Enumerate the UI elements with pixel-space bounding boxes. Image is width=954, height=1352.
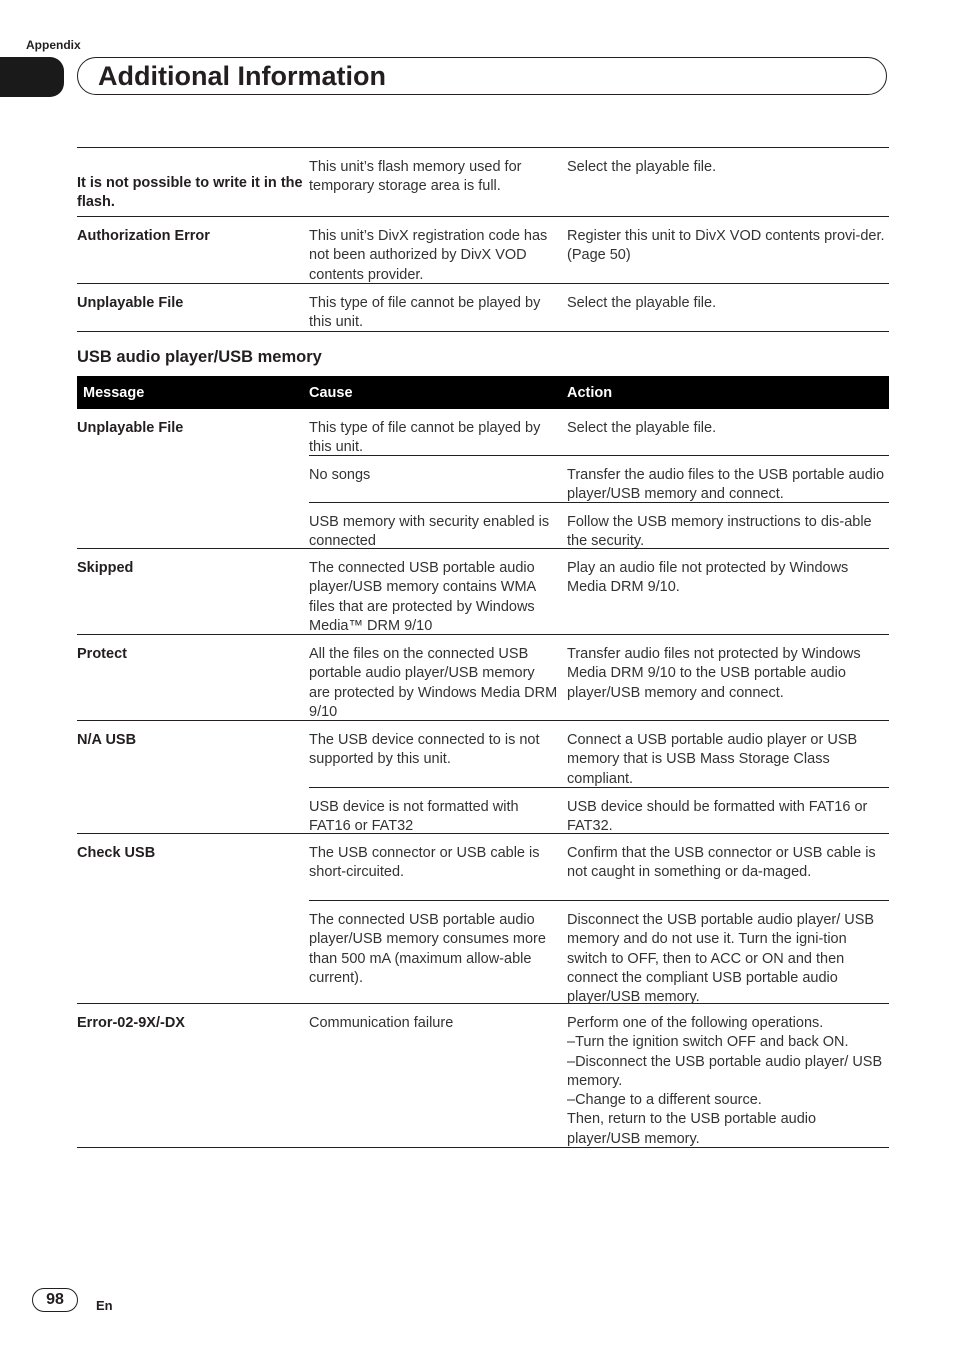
action-cell: Register this unit to DivX VOD contents provi-der. (Page 50) — [567, 228, 885, 264]
cause-cell: USB memory with security enabled is connected — [309, 514, 550, 550]
cause-cell: This unit’s DivX registration code has not been authorized by DivX VOD contents provider. — [309, 228, 548, 283]
language-label: En — [96, 1298, 113, 1313]
table-row — [77, 148, 889, 217]
page-title: Additional Information — [98, 61, 386, 91]
message-cell: Unplayable File — [77, 420, 184, 436]
message-cell: Authorization Error — [77, 228, 210, 244]
cause-cell: This type of file cannot be played by this unit. — [309, 420, 541, 456]
cause-cell: This unit’s flash memory used for temporary storage area is full. — [309, 159, 522, 195]
section-label: Appendix — [26, 38, 81, 52]
column-header-cause: Cause — [309, 384, 353, 401]
table-row — [77, 721, 889, 834]
message-cell: N/A USB — [77, 732, 137, 748]
cause-cell: The connected USB portable audio player/USB memory consumes more than 500 mA (maximum allow-able current). — [309, 912, 546, 986]
action-cell: Transfer the audio files to the USB portable audio player/USB memory and connect. — [567, 467, 885, 503]
cause-cell: USB device is not formatted with FAT16 or FAT32 — [309, 799, 519, 835]
message-cell: Skipped — [77, 560, 134, 576]
action-cell: Select the playable file. — [567, 159, 717, 175]
table-row — [77, 1004, 889, 1148]
cause-cell: The USB connector or USB cable is short-circuited. — [309, 845, 540, 881]
table-row — [77, 217, 889, 284]
section-heading: USB audio player/USB memory — [77, 348, 322, 366]
table-row — [77, 284, 889, 332]
cause-cell: No songs — [309, 467, 371, 483]
cause-cell: The connected USB portable audio player/USB memory contains WMA files that are protected by Windows Media™ DRM 9/10 — [309, 560, 536, 634]
cause-cell: Communication failure — [309, 1015, 454, 1031]
action-cell: Confirm that the USB connector or USB cable is not caught in something or da-maged. — [567, 845, 876, 881]
action-cell: USB device should be formatted with FAT16 or FAT32. — [567, 799, 868, 835]
table-header — [77, 376, 889, 409]
action-cell: Follow the USB memory instructions to dis-able the security. — [567, 514, 872, 550]
cause-cell: The USB device connected to is not supported by this unit. — [309, 732, 540, 768]
action-cell: Disconnect the USB portable audio player/ USB memory and do not use it. Turn the igni-tion switch to OFF, then to ACC or ON and then connect the compliant USB portable audio player/USB memory. — [567, 912, 875, 1006]
message-cell: Check USB — [77, 845, 156, 861]
message-cell: Unplayable File — [77, 295, 184, 311]
page-number: 98 — [32, 1288, 78, 1312]
action-cell: Transfer audio files not protected by Windows Media DRM 9/10 to the USB portable audio player/USB memory and connect. — [567, 646, 861, 701]
cause-cell: All the files on the connected USB portable audio player/USB memory are protected by Windows Media DRM 9/10 — [309, 646, 558, 720]
section-tab-marker — [0, 57, 64, 97]
action-cell: Perform one of the following operations. –Turn the ignition switch OFF and back ON. –Disconnect the USB portable audio player/ USB memory. –Change to a different source. Then, return to the USB portable audio player/USB memory. — [567, 1015, 883, 1147]
table-continued — [77, 147, 889, 332]
column-header-message: Message — [83, 384, 145, 401]
column-header-action: Action — [567, 384, 613, 401]
action-cell: Select the playable file. — [567, 420, 717, 436]
message-cell: Error-02-9X/-DX — [77, 1015, 185, 1031]
usb-table — [77, 376, 889, 1148]
title-bar — [77, 57, 887, 95]
message-cell: Protect — [77, 646, 127, 662]
table-row — [77, 834, 889, 1004]
action-cell: Play an audio file not protected by Windows Media DRM 9/10. — [567, 560, 849, 596]
table-row — [77, 549, 889, 635]
action-cell: Connect a USB portable audio player or USB memory that is USB Mass Storage Class compliant. — [567, 732, 858, 787]
message-cell: It is not possible to write it in the flash. — [77, 175, 303, 210]
action-cell: Select the playable file. — [567, 295, 717, 311]
cause-cell: This type of file cannot be played by this unit. — [309, 295, 541, 331]
table-row — [77, 635, 889, 721]
table-row — [77, 409, 889, 549]
